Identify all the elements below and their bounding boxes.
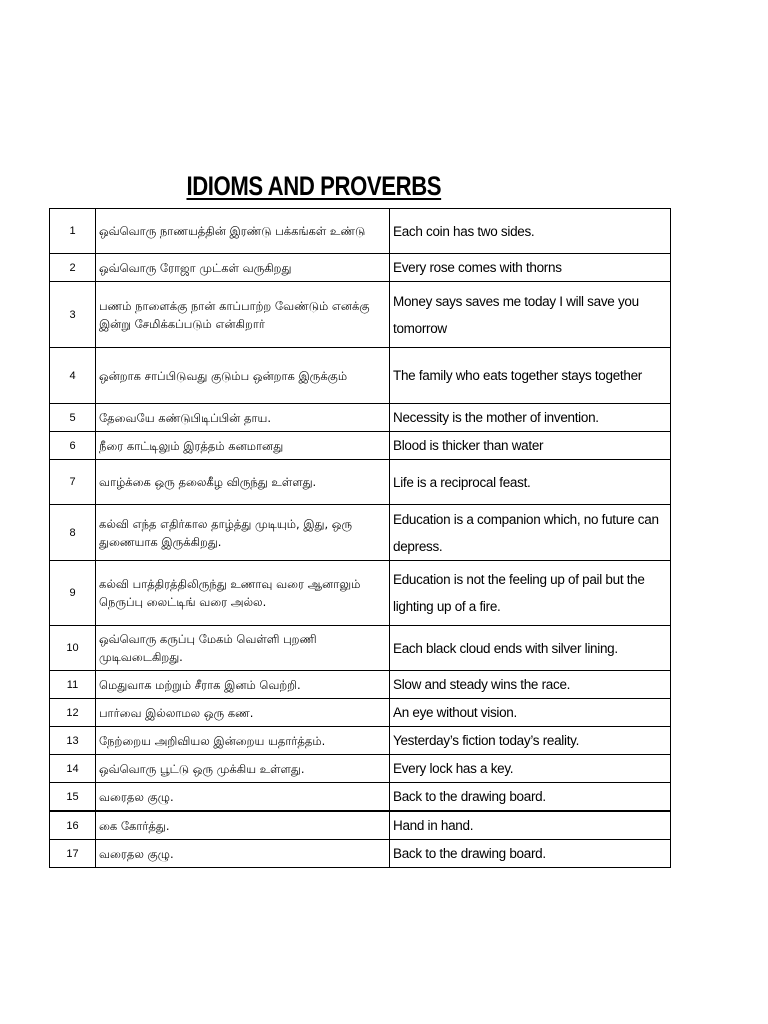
row-number: 14	[50, 755, 96, 783]
table-row	[50, 404, 671, 432]
table-row	[50, 432, 671, 460]
row-number: 11	[50, 671, 96, 699]
english-proverb: Each coin has two sides.	[390, 209, 671, 254]
tamil-proverb: ஒவ்வொரு நாணயத்தின் இரண்டு பக்கங்கள் உண்டு	[96, 209, 390, 254]
tamil-proverb: ஒவ்வொரு கருப்பு மேகம் வெள்ளி புறணி முடிவடைகிறது.	[96, 626, 390, 671]
english-proverb: Each black cloud ends with silver lining.	[390, 626, 671, 671]
row-number: 8	[50, 505, 96, 561]
idioms-table	[49, 208, 671, 868]
table-row	[50, 811, 671, 840]
tamil-proverb: கை கோர்த்து.	[96, 811, 390, 840]
table-row	[50, 209, 671, 254]
row-number: 5	[50, 404, 96, 432]
tamil-proverb: கல்வி பாத்திரத்திலிருந்து உணாவு வரை ஆனாலும் நெருப்பு லைட்டிங் வரை அல்ல.	[96, 561, 390, 626]
table-row	[50, 727, 671, 755]
row-number: 6	[50, 432, 96, 460]
tamil-proverb: வரைதல குழு.	[96, 783, 390, 812]
tamil-proverb: ஒவ்வொரு பூட்டு ஒரு முக்கிய உள்ளது.	[96, 755, 390, 783]
table-row	[50, 561, 671, 626]
table-row	[50, 840, 671, 868]
english-proverb: Back to the drawing board.	[390, 840, 671, 868]
english-proverb: Yesterday’s fiction today’s reality.	[390, 727, 671, 755]
english-proverb: Every lock has a key.	[390, 755, 671, 783]
tamil-proverb: ஒன்றாக சாப்பிடுவது குடும்ப ஒன்றாக இருக்கும்	[96, 348, 390, 404]
table-row	[50, 699, 671, 727]
table-row	[50, 626, 671, 671]
row-number: 15	[50, 783, 96, 812]
tamil-proverb: மெதுவாக மற்றும் சீராக இனம் வெற்றி.	[96, 671, 390, 699]
english-proverb: An eye without vision.	[390, 699, 671, 727]
table-row	[50, 282, 671, 348]
tamil-proverb: பார்வை இல்லாமல ஒரு கண.	[96, 699, 390, 727]
english-proverb: Necessity is the mother of invention.	[390, 404, 671, 432]
row-number: 13	[50, 727, 96, 755]
english-proverb: Back to the drawing board.	[390, 783, 671, 812]
page-title: IDIOMS AND PROVERBS	[186, 171, 442, 201]
tamil-proverb: நீரை காட்டிலும் இரத்தம் கனமானது	[96, 432, 390, 460]
row-number: 12	[50, 699, 96, 727]
row-number: 4	[50, 348, 96, 404]
english-proverb: The family who eats together stays together	[390, 348, 671, 404]
tamil-proverb: தேவையே கண்டுபிடிப்பின் தாய.	[96, 404, 390, 432]
table-row	[50, 671, 671, 699]
row-number: 10	[50, 626, 96, 671]
english-proverb: Blood is thicker than water	[390, 432, 671, 460]
tamil-proverb: வரைதல குழு.	[96, 840, 390, 868]
english-proverb: Education is not the feeling up of pail but the lighting up of a fire.	[390, 561, 671, 626]
table-row	[50, 348, 671, 404]
row-number: 3	[50, 282, 96, 348]
tamil-proverb: வாழ்க்கை ஒரு தலைகீழ விருந்து உள்ளது.	[96, 460, 390, 505]
tamil-proverb: கல்வி எந்த எதிர்கால தாழ்த்து முடியும், இது, ஒரு துணையாக இருக்கிறது.	[96, 505, 390, 561]
row-number: 17	[50, 840, 96, 868]
english-proverb: Life is a reciprocal feast.	[390, 460, 671, 505]
english-proverb: Every rose comes with thorns	[390, 254, 671, 282]
english-proverb: Hand in hand.	[390, 811, 671, 840]
english-proverb: Money says saves me today I will save you tomorrow	[390, 282, 671, 348]
row-number: 16	[50, 811, 96, 840]
table-row	[50, 755, 671, 783]
tamil-proverb: பணம் நாளைக்கு நான் காப்பாற்ற வேண்டும் எனக்கு இன்று சேமிக்கப்படும் என்கிறார்	[96, 282, 390, 348]
english-proverb: Slow and steady wins the race.	[390, 671, 671, 699]
english-proverb: Education is a companion which, no future can depress.	[390, 505, 671, 561]
row-number: 7	[50, 460, 96, 505]
table-row	[50, 254, 671, 282]
tamil-proverb: நேற்றைய அறிவியல இன்றைய யதார்த்தம்.	[96, 727, 390, 755]
row-number: 1	[50, 209, 96, 254]
table-row	[50, 460, 671, 505]
table-row	[50, 783, 671, 812]
tamil-proverb: ஒவ்வொரு ரோஜா முட்கள் வருகிறது	[96, 254, 390, 282]
row-number: 9	[50, 561, 96, 626]
row-number: 2	[50, 254, 96, 282]
table-row	[50, 505, 671, 561]
